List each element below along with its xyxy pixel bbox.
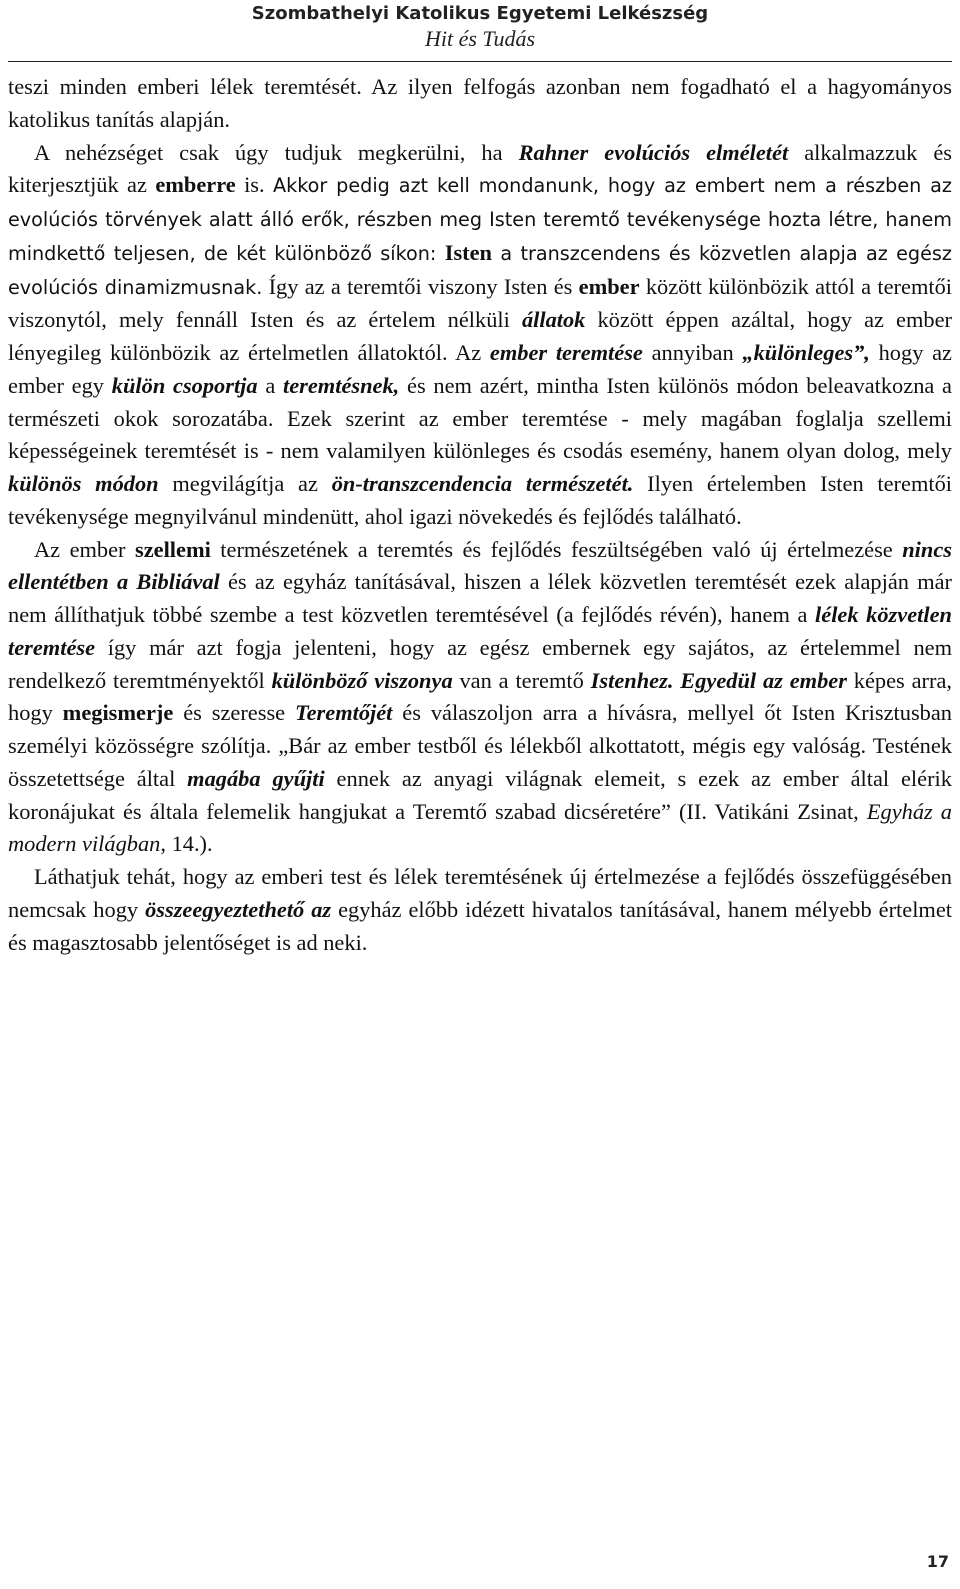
emphasis-run: teremtésnek, [283, 372, 400, 398]
text-run: Az ember [34, 536, 135, 562]
text-run: így már azt fogja jelenteni, hogy az egész embernek egy sajátos, az értelemmel nem rendelkező teremtményektől [8, 634, 952, 693]
bold-run: megismerje [62, 700, 174, 726]
emphasis-run: lélek közvetlen teremtése [8, 602, 952, 660]
text-run: Ilyen értelemben Isten teremtői tevékenysége megnyilvánul mindenütt, ahol igazi növekedés és fejlődés található. [8, 471, 953, 529]
paragraph [8, 534, 952, 862]
text-run: Láthatjuk tehát, hogy az emberi test és lélek teremtésének új értelmezése a fejlődés összefüggésében nemcsak hogy [8, 864, 952, 922]
emphasis-run-wrapper [283, 373, 399, 398]
text-run: megvilágítja az [158, 471, 332, 496]
italic-run: Egyház a modern világban [8, 798, 952, 857]
emphasis-run-wrapper [272, 668, 453, 693]
text-run: Így az a teremtői viszony Isten és [262, 273, 579, 299]
emphasis-run: nincs ellentétben a Bibliával [8, 536, 952, 595]
header-divider [8, 61, 952, 62]
text-run: között különbözik attól a teremtői viszonytól, mely fennáll Isten és az értelem nélküli [8, 273, 952, 333]
emphasis-run: „különleges”, [742, 340, 870, 365]
emphasis-run: Istenhez. Egyedül az ember [590, 667, 847, 693]
emphasis-run-wrapper [295, 700, 392, 725]
text-run: annyiban [642, 340, 743, 365]
emphasis-run-wrapper [522, 307, 585, 332]
emphasis-run: Rahner evolúciós elméletét [518, 139, 789, 165]
text-run: egyház előbb idézett hivatalos tanításával, hanem mélyebb értelmet és magasztosabb jelentőséget is ad neki. [8, 896, 952, 955]
emphasis-run-wrapper [490, 340, 643, 365]
body-text [8, 71, 952, 959]
emphasis-run-wrapper [742, 340, 870, 365]
sans-text-run: a transzcendens és közvetlen alapja az egész evolúciós dinamizmusnak. [8, 241, 952, 299]
header-org-name: Szombathelyi Katolikus Egyetemi Lelkészség [251, 3, 709, 24]
page-header [0, 2, 960, 52]
emphasis-run-wrapper [187, 766, 325, 791]
emphasis-run-wrapper [332, 471, 634, 496]
emphasis-run: állatok [521, 307, 586, 333]
text-run: a [257, 372, 283, 398]
emphasis-run: különböző viszonya [271, 667, 453, 693]
text-run: ennek az anyagi világnak elemeit, s ezek az ember által elérik koronájukat és általa felemelik hangjukat a Teremtő szabad dicséretére” (II. Vatikáni Zsinat, [8, 765, 952, 824]
emphasis-run: ember teremtése [489, 340, 643, 365]
text-run: van a teremtő [452, 667, 591, 693]
emphasis-run-wrapper [145, 897, 331, 922]
sans-text-run: Akkor pedig azt kell mondanunk, hogy az embert nem a részben az evolúciós törvények alatt álló erők, részben meg Isten teremtő tevékenysége hozta létre, hanem mindkettő teljesen, de két különböző síkon: [8, 174, 952, 265]
text-run: alkalmazzuk és kiterjesztjük az [8, 139, 952, 198]
text-run: teszi minden emberi lélek teremtését. Az ilyen felfogás azonban nem fogadható el a hagyományos katolikus tanítás alapján. [8, 74, 952, 132]
emphasis-run: magába gyűjti [187, 765, 325, 791]
emphasis-run-wrapper [519, 140, 789, 165]
text-run: képes arra, hogy [8, 667, 952, 726]
text-run: és válaszoljon arra a hívásra, mellyel őt Isten Krisztusban személyi közösségre szólítja. „Bár az ember testből és lélekből alkottatott, mégis egy valóság. Testének összetettsége által [8, 700, 953, 791]
paragraph [8, 861, 952, 959]
text-run: és az egyház tanításával, hiszen a lélek közvetlen teremtését ezek alapján már nem állíthatjuk többé szembe a test közvetlen teremtésével (a fejlődés révén), hanem a [8, 569, 953, 627]
emphasis-run: összeegyeztethető az [145, 896, 332, 922]
text-run: között éppen azáltal, hogy az ember lényegileg különbözik az értelmetlen állatoktól. Az [8, 307, 952, 365]
text-run: és nem azért, mintha Isten különös módon beleavatkozna a természeti okok sorozatába. Ezek szerint az ember teremtése - mely magában foglalja szellemi képességeinek teremtését is - nem valamilyen különleges és csodás esemény, hanem olyan dolog, mely [8, 372, 952, 464]
emphasis-run-wrapper [591, 668, 847, 693]
emphasis-run: Teremtőjét [294, 700, 393, 726]
bold-run: ember [578, 273, 640, 299]
emphasis-run-wrapper [8, 471, 159, 496]
header-subtitle: Hit és Tudás [424, 26, 536, 51]
text-run: természetének a teremtés és fejlődés feszültségében való új értelmezése [210, 536, 903, 562]
emphasis-run: különös módon [8, 471, 159, 496]
text-run: , 14.). [160, 831, 213, 857]
emphasis-run: külön csoportja [111, 372, 258, 398]
bold-run: szellemi [134, 536, 211, 562]
bold-run: emberre [155, 172, 236, 198]
paragraph [8, 137, 952, 534]
bold-run: Isten [444, 239, 493, 265]
text-run: is. [235, 172, 273, 198]
text-run: A nehézséget csak úgy tudjuk megkerülni, ha [34, 139, 519, 165]
emphasis-run-wrapper [112, 373, 258, 398]
text-run: hogy az ember egy [8, 340, 952, 398]
page-number: 17 [926, 1552, 949, 1571]
emphasis-run: ön-transzcendencia természetét. [331, 471, 634, 496]
text-run: és szeresse [173, 700, 295, 726]
paragraph [8, 71, 952, 137]
